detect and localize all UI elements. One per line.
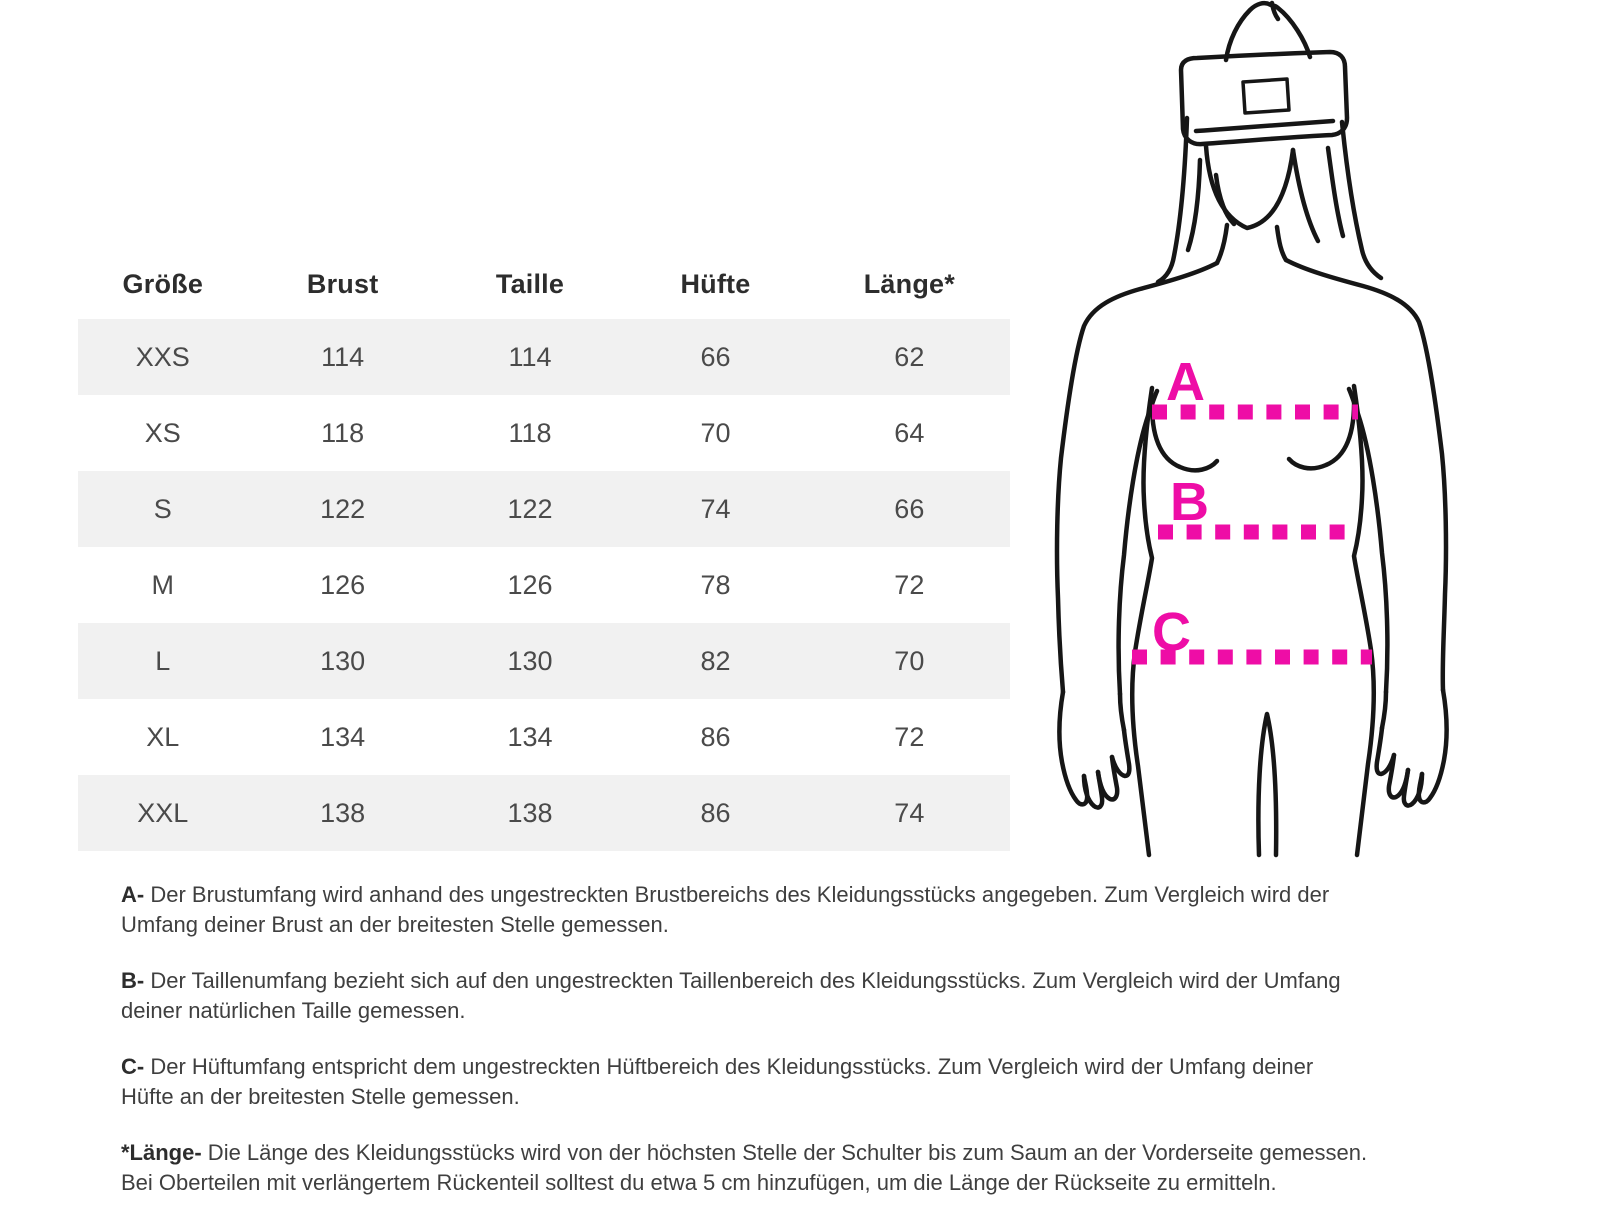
cell-brust: 114: [321, 341, 365, 372]
inner-legs: [1258, 714, 1276, 855]
note-brust-prefix: A-: [121, 882, 145, 907]
cell-huefte: 78: [700, 569, 731, 600]
cell-laenge: 66: [894, 493, 925, 524]
hair-right-outer: [1342, 122, 1381, 278]
cell-laenge: 70: [894, 645, 925, 676]
cell-huefte: 66: [700, 341, 731, 372]
measurement-markers: [1132, 352, 1372, 662]
table-header-row: [78, 250, 1010, 319]
table-row-s: [78, 471, 1010, 547]
note-huefte-line2: Hüfte an der breitesten Stelle gemessen.: [121, 1084, 520, 1109]
note-brust: [121, 880, 1551, 940]
table-row-xxl: [78, 775, 1010, 851]
note-brust-line1: Der Brustumfang wird anhand des ungestreckten Brustbereichs des Kleidungsstücks angegeben. Zum Vergleich wird der: [144, 882, 1330, 907]
cell-size: XL: [146, 721, 180, 752]
note-taille-prefix: B-: [121, 968, 145, 993]
note-huefte-prefix: C-: [121, 1054, 145, 1079]
column-header-laenge: Länge*: [863, 269, 955, 299]
cell-size: S: [153, 493, 172, 524]
note-taille-line1: Der Taillenumfang bezieht sich auf den ungestreckten Taillenbereich des Kleidungsstücks. Zum Vergleich wird der Umfang: [144, 968, 1341, 993]
note-huefte-line1: Der Hüftumfang entspricht dem ungestreckten Hüftbereich des Kleidungsstücks. Zum Vergleich wird der Umfang deiner: [144, 1054, 1314, 1079]
table-row-xxs: [78, 319, 1010, 395]
hair-left-strand: [1188, 160, 1200, 250]
hair-right-strand: [1293, 150, 1318, 241]
note-laenge-prefix: *Länge-: [121, 1140, 202, 1165]
note-laenge: [121, 1138, 1551, 1198]
column-header-groesse: Größe: [122, 269, 204, 299]
cell-huefte: 82: [700, 645, 731, 676]
cell-size: XXS: [135, 341, 190, 372]
cell-brust: 138: [320, 797, 366, 828]
cell-huefte: 70: [700, 417, 731, 448]
cell-huefte: 74: [700, 493, 731, 524]
neck-right: [1277, 227, 1286, 260]
cell-taille: 126: [507, 569, 553, 600]
cell-laenge: 62: [894, 341, 925, 372]
table-row-m: [78, 547, 1010, 623]
cell-taille: 122: [507, 493, 553, 524]
cell-taille: 134: [507, 721, 553, 752]
table-row-l: [78, 623, 1010, 699]
cell-taille: 114: [508, 341, 552, 372]
cell-size: L: [155, 645, 171, 676]
note-brust-line2: Umfang deiner Brust an der breitesten Stelle gemessen.: [121, 912, 669, 937]
size-table: [78, 250, 1010, 851]
column-header-brust: Brust: [306, 269, 379, 299]
note-taille: [121, 966, 1551, 1026]
cell-brust: 126: [320, 569, 366, 600]
beanie-band-fold-line: [1196, 121, 1333, 131]
woman-outline-svg: [1030, 0, 1510, 858]
body-outline: [1057, 3, 1447, 855]
table-row-xs: [78, 395, 1010, 471]
cell-laenge: 74: [894, 797, 925, 828]
column-header-huefte: Hüfte: [680, 269, 751, 299]
left-hand-finger3: [1112, 730, 1129, 776]
cell-brust: 130: [320, 645, 366, 676]
right-hand-finger3: [1377, 728, 1394, 774]
note-huefte: [121, 1052, 1551, 1112]
measurement-notes: [121, 880, 1551, 1224]
cell-taille: 138: [507, 797, 553, 828]
table-row-xl: [78, 699, 1010, 775]
beanie-label-patch: [1243, 79, 1289, 113]
cell-brust: 134: [320, 721, 366, 752]
cell-laenge: 64: [894, 417, 925, 448]
cell-taille: 130: [507, 645, 553, 676]
neck-left: [1217, 225, 1227, 263]
note-laenge-line1: Die Länge des Kleidungsstücks wird von der höchsten Stelle der Schulter bis zum Saum an der Vorderseite gemessen.: [201, 1140, 1368, 1165]
cell-huefte: 86: [700, 797, 731, 828]
marker-label-b: B: [1170, 472, 1209, 532]
cell-laenge: 72: [894, 721, 925, 752]
marker-label-c: C: [1152, 602, 1191, 662]
right-hand-inner: [1382, 692, 1386, 728]
column-header-taille: Taille: [495, 269, 565, 299]
measurement-figure-illustration: [1030, 0, 1510, 858]
note-taille-line2: deiner natürlichen Taille gemessen.: [121, 998, 466, 1023]
hair-left-outer: [1158, 118, 1187, 282]
cell-brust: 118: [321, 417, 365, 448]
cell-size: XXL: [137, 797, 189, 828]
cell-taille: 118: [508, 417, 552, 448]
cell-laenge: 72: [894, 569, 925, 600]
cell-brust: 122: [320, 493, 366, 524]
cell-huefte: 86: [700, 721, 731, 752]
note-laenge-line2: Bei Oberteilen mit verlängertem Rückenteil solltest du etwa 5 cm hinzufügen, um die Länge der Rückseite zu ermitteln.: [121, 1170, 1277, 1195]
marker-label-a: A: [1166, 352, 1205, 412]
cell-size: XS: [144, 417, 181, 448]
left-hand-inner: [1120, 694, 1124, 730]
cell-size: M: [151, 569, 175, 600]
hair-right-inner-strand: [1328, 148, 1343, 236]
